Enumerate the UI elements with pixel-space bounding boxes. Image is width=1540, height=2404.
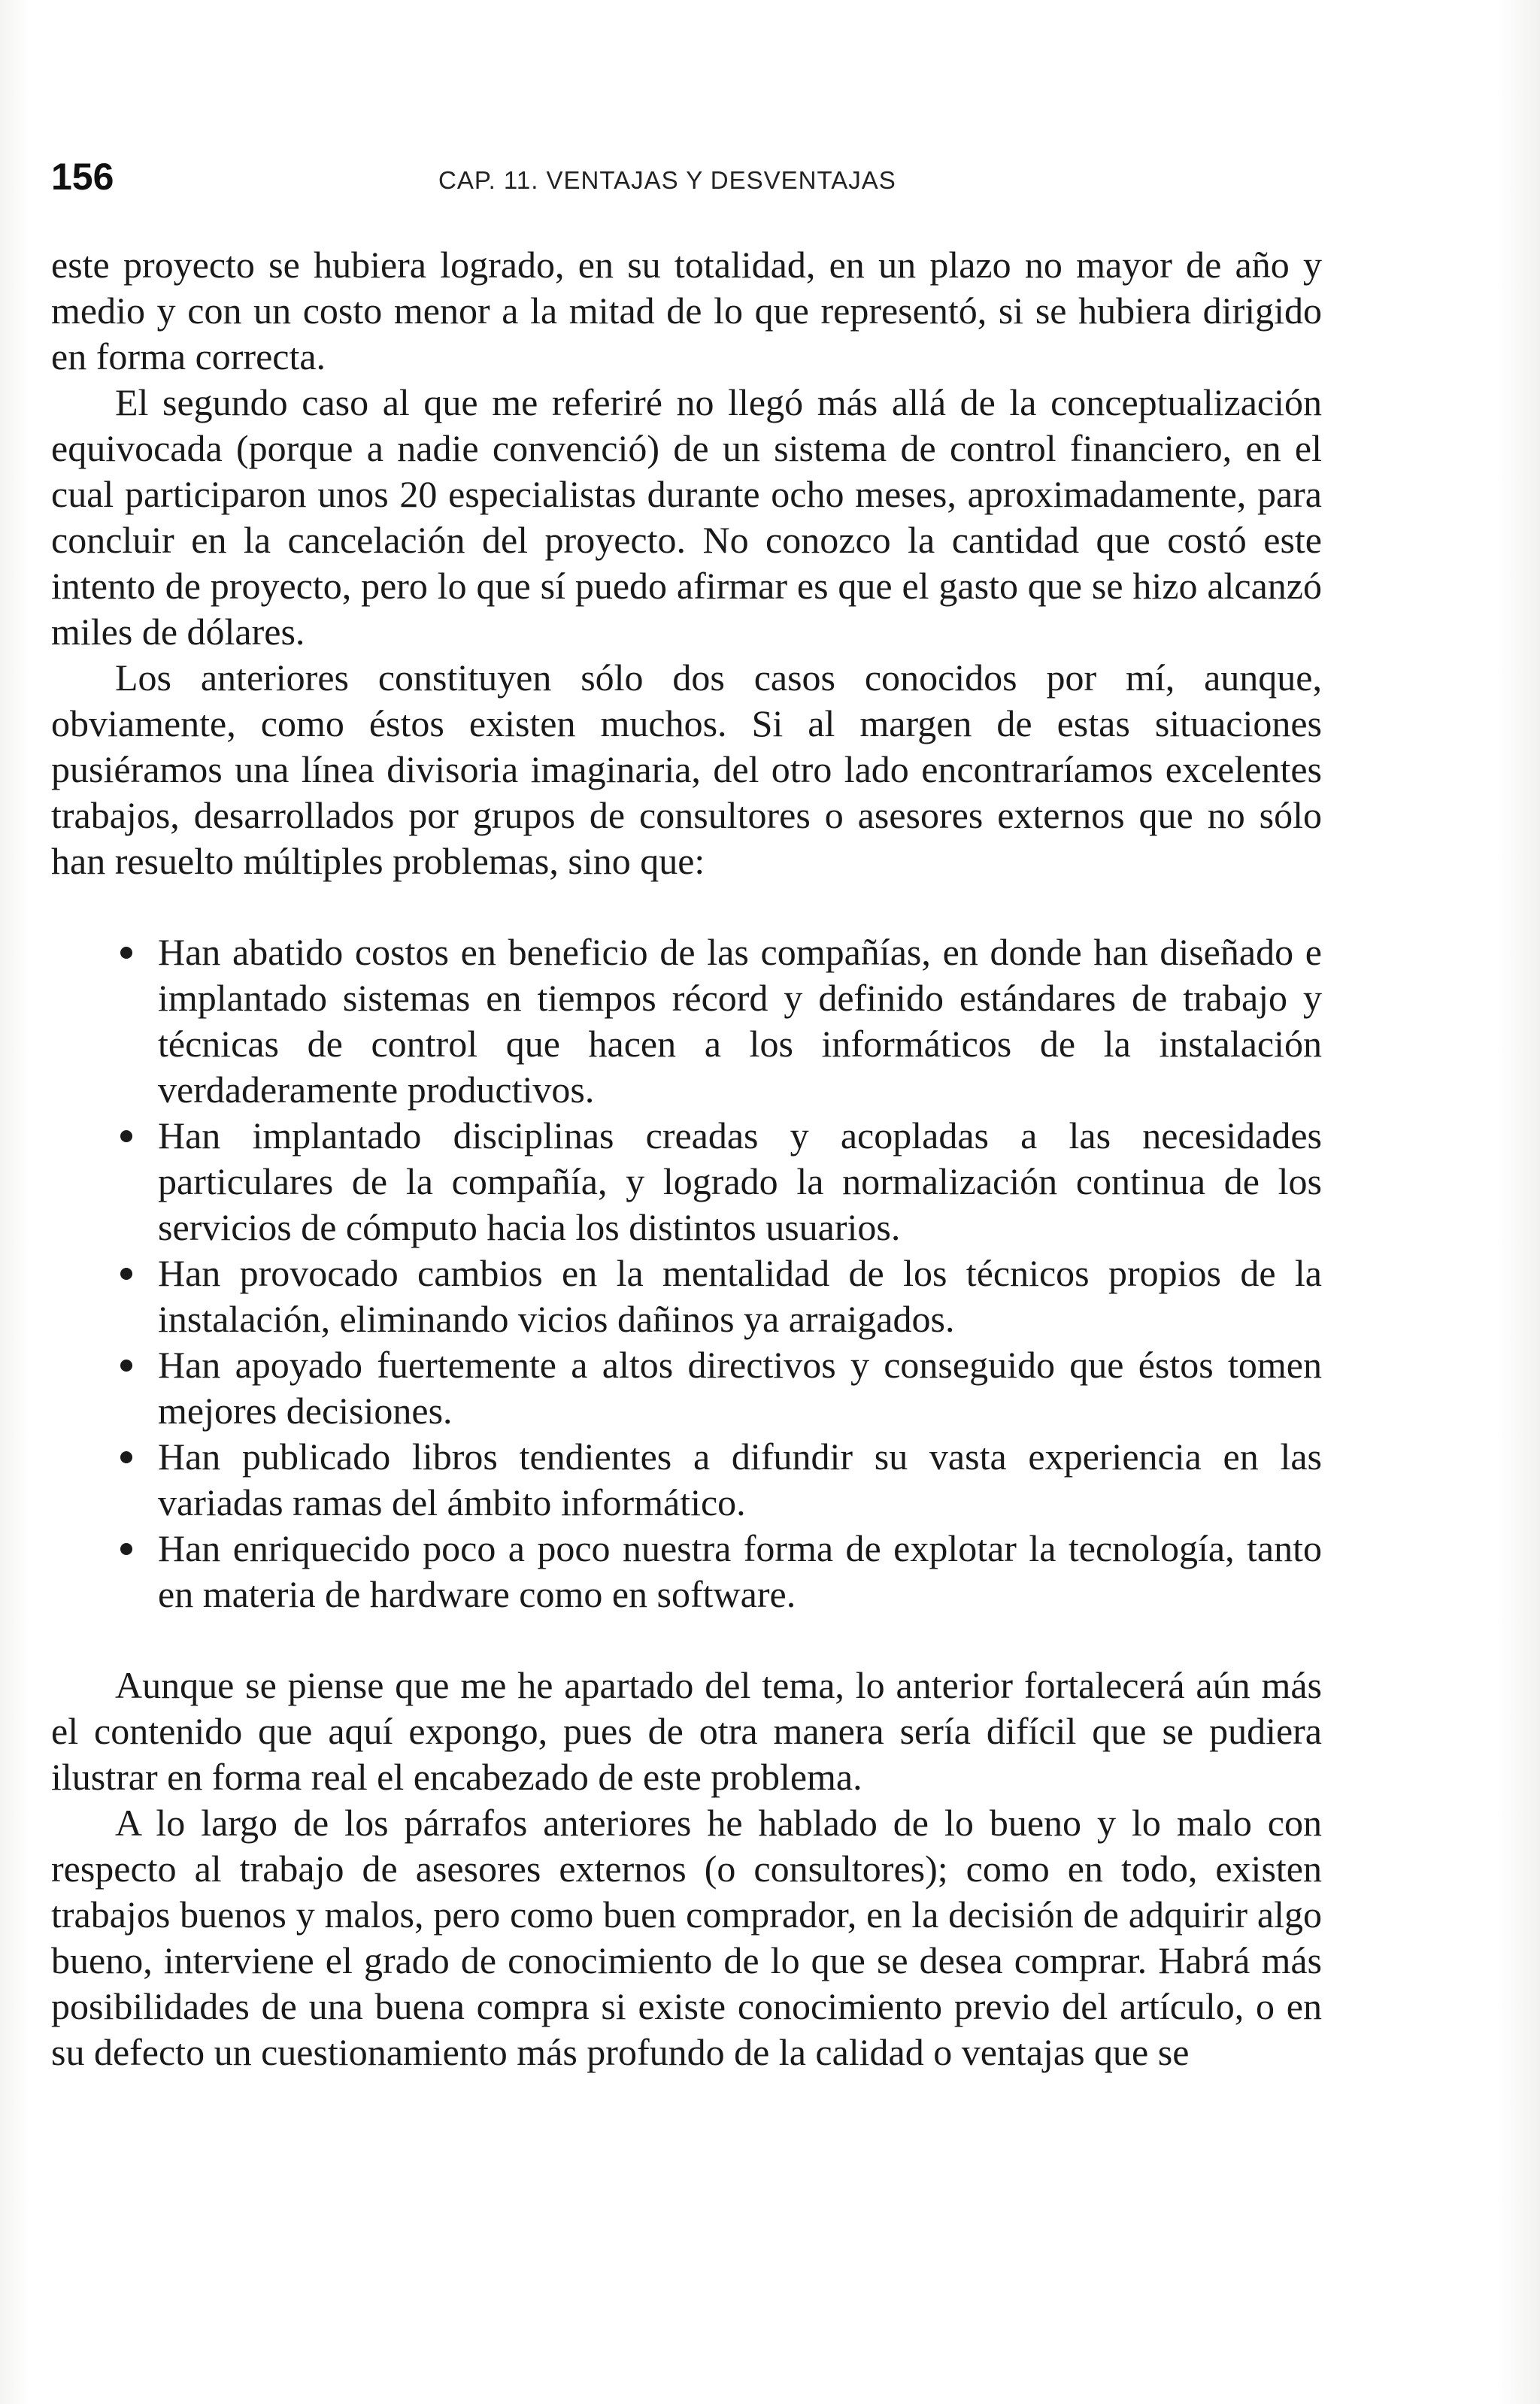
bullet-icon: [120, 947, 132, 959]
list-item: [51, 1526, 1322, 1617]
list-item: [51, 1251, 1322, 1342]
list-item-text: Han abatido costos en beneficio de las compañías, en donde han diseñado e implantado sistemas en tiempos récord y definido estándares de trabajo y técnicas de control que hacen a los informáticos de la instalación verdaderamente productivos.: [158, 931, 1322, 1111]
bullet-icon: [120, 1543, 132, 1555]
list-item-text: Han provocado cambios en la mentalidad de los técnicos propios de la instalación, eliminando vicios dañinos ya arraigados.: [158, 1252, 1322, 1340]
list-item: [51, 1434, 1322, 1526]
page-number: 156: [51, 156, 114, 198]
paragraph-continuation: este proyecto se hubiera logrado, en su totalidad, en un plazo no mayor de año y medio y con un costo menor a la mitad de lo que representó, si se hubiera dirigido en forma correcta.: [51, 244, 1322, 377]
list-item-text: Han publicado libros tendientes a difundir su vasta experiencia en las variadas ramas del ámbito informático.: [158, 1435, 1322, 1523]
page-header: [51, 150, 1329, 203]
paragraph-known-cases: Los anteriores constituyen sólo dos casos conocidos por mí, aunque, obviamente, como éstos existen muchos. Si al margen de estas situaciones pusiéramos una línea divisoria imaginaria, del otro lado encontraríamos excelentes trabajos, desarrollados por grupos de consultores o asesores externos que no sólo han resuelto múltiples problemas, sino que:: [51, 656, 1322, 882]
bullet-icon: [120, 1451, 132, 1463]
achievements-list: [51, 929, 1322, 1617]
bullet-icon: [120, 1268, 132, 1280]
list-item: [51, 1342, 1322, 1434]
paragraph-digression: Aunque se piense que me he apartado del tema, lo anterior fortalecerá aún más el contenido que aquí expongo, pues de otra manera sería difícil que se pudiera ilustrar en forma real el encabezado de este problema.: [51, 1664, 1322, 1798]
bullet-icon: [120, 1130, 132, 1142]
paragraph-good-and-bad: A lo largo de los párrafos anteriores he hablado de lo bueno y lo malo con respecto al trabajo de asesores externos (o consultores); como en todo, existen trabajos buenos y malos, pero como buen comprador, en la decisión de adquirir algo bueno, interviene el grado de conocimiento de lo que se desea comprar. Habrá más posibilidades de una buena compra si existe conocimiento previo del artículo, o en su defecto un cuestionamiento más profundo de la calidad o ventajas que se: [51, 1802, 1322, 2073]
list-item-text: Han implantado disciplinas creadas y acopladas a las necesidades particulares de la compañía, y logrado la normalización continua de los servicios de cómputo hacia los distintos usuarios.: [158, 1114, 1322, 1248]
running-head: CAP. 11. VENTAJAS Y DESVENTAJAS: [438, 166, 896, 194]
body-text: [51, 242, 1322, 2075]
paragraph-second-case: El segundo caso al que me referiré no llegó más allá de la conceptualización equivocada (porque a nadie convenció) de un sistema de control financiero, en el cual participaron unos 20 especialistas durante ocho meses, aproximadamente, para concluir en la cancelación del proyecto. No conozco la cantidad que costó este intento de proyecto, pero lo que sí puedo afirmar es que el gasto que se hizo alcanzó miles de dólares.: [51, 381, 1322, 653]
list-item-text: Han apoyado fuertemente a altos directivos y conseguido que éstos tomen mejores decisiones.: [158, 1344, 1322, 1432]
list-item: [51, 929, 1322, 1113]
list-item-text: Han enriquecido poco a poco nuestra forma de explotar la tecnología, tanto en materia de hardware como en software.: [158, 1527, 1322, 1615]
bullet-icon: [120, 1360, 132, 1372]
list-item: [51, 1113, 1322, 1251]
